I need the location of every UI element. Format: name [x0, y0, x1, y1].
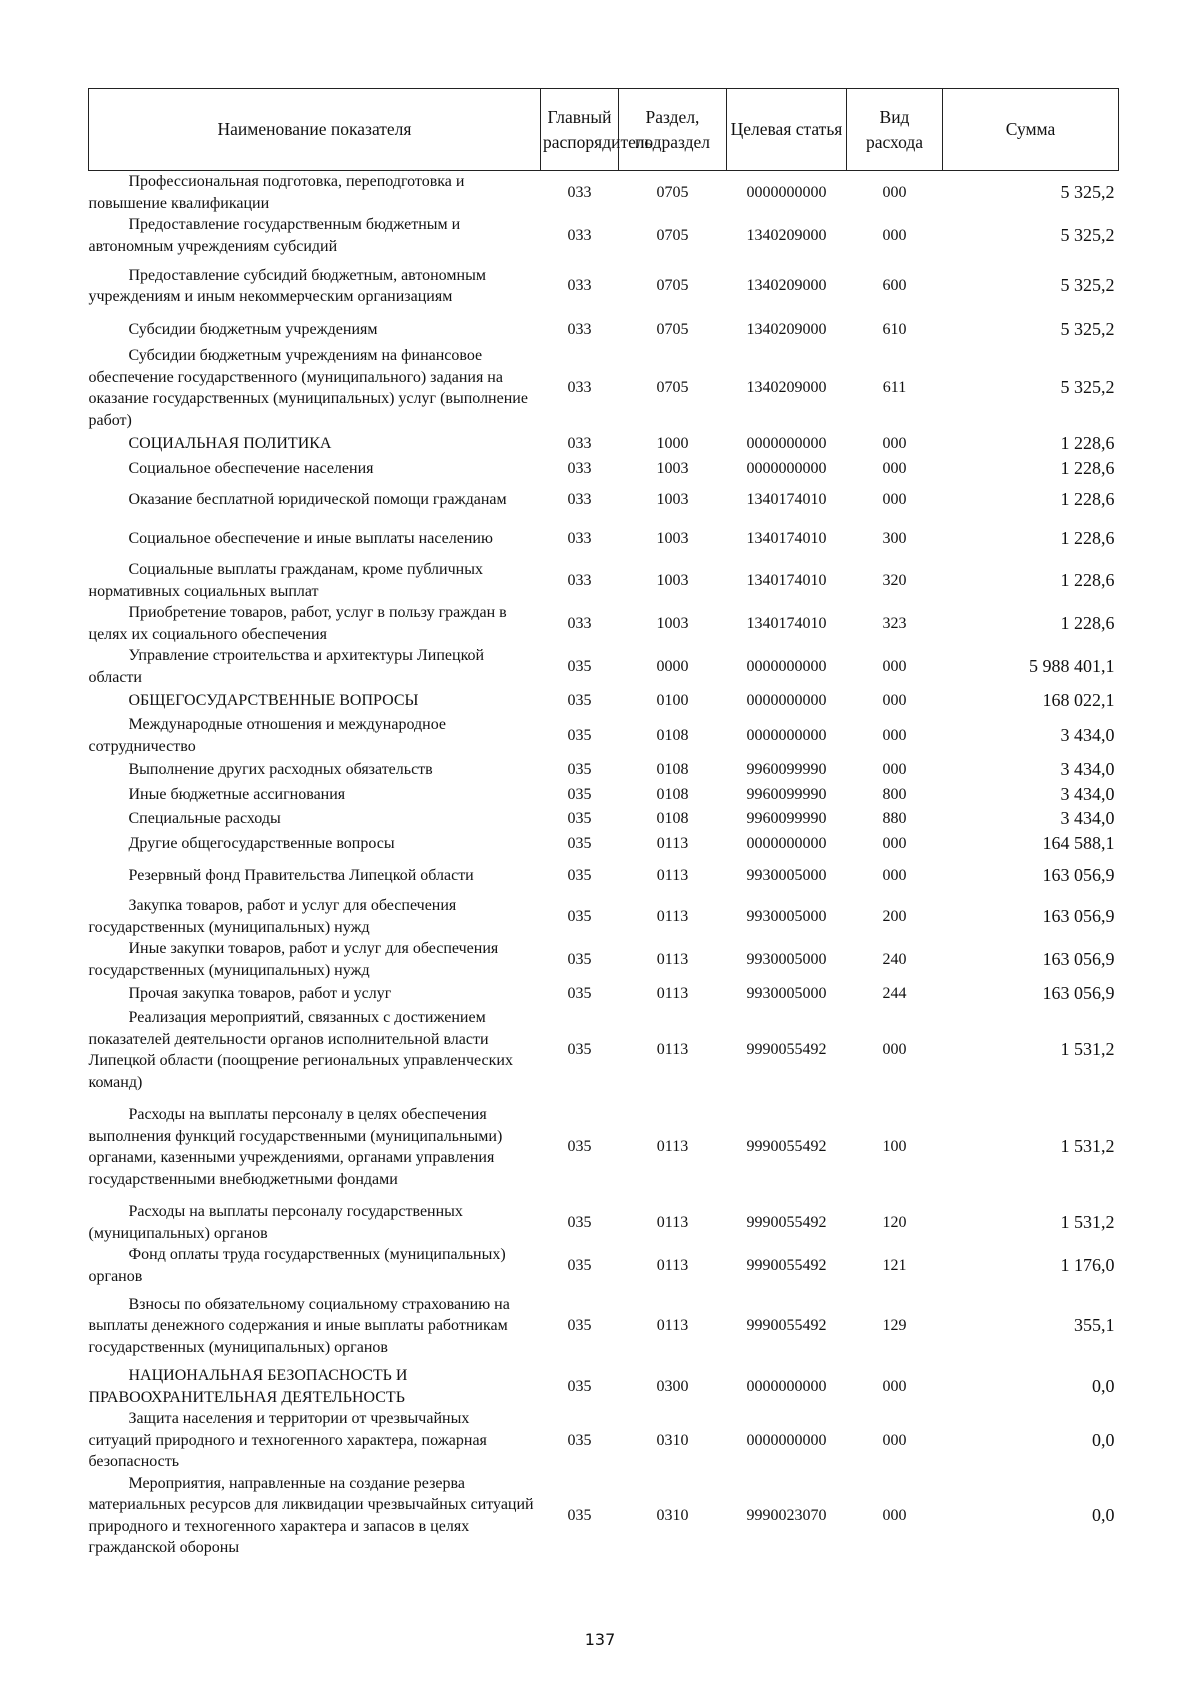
cell-name: Реализация мероприятий, связанных с достижением показателей деятельности органов исполнительной власти Липецкой области (поощрение региональных управленческих команд): [88, 1009, 513, 1091]
budget-table: [88, 88, 1119, 1559]
cell-name: Социальное обеспечение населения: [128, 460, 374, 478]
cell-cs: 9960099990: [746, 810, 827, 828]
cell-sum: 1 176,0: [1060, 1254, 1115, 1275]
cell-sum: 164 588,1: [1042, 833, 1115, 854]
cell-name: Предоставление субсидий бюджетным, автономным учреждениям и иным некоммерческим организациям: [88, 266, 486, 305]
cell-gr: 033: [567, 491, 592, 509]
page-number: 137: [584, 1630, 616, 1649]
cell-sum: 1 531,2: [1060, 1136, 1115, 1157]
header-gr: Главный распорядитель: [541, 89, 619, 171]
cell-rz: 0310: [656, 1506, 689, 1524]
cell-vr: 300: [882, 530, 907, 548]
table-row: [89, 938, 1119, 981]
cell-sum: 5 325,2: [1060, 224, 1115, 245]
cell-rz: 0108: [656, 786, 689, 804]
table-row: [89, 457, 1119, 481]
cell-rz: 1000: [656, 435, 689, 453]
cell-gr: 035: [567, 867, 592, 885]
cell-rz: 0113: [656, 1041, 689, 1059]
cell-name: Профессиональная подготовка, переподготовка и повышение квалификации: [88, 173, 465, 212]
table-row: [89, 1093, 1119, 1201]
cell-rz: 0113: [656, 985, 689, 1003]
cell-vr: 000: [882, 435, 907, 453]
table-row: [89, 831, 1119, 857]
cell-rz: 0705: [656, 183, 689, 201]
cell-sum: 0,0: [1092, 1375, 1115, 1396]
cell-sum: 1 531,2: [1060, 1039, 1115, 1060]
cell-vr: 600: [882, 277, 907, 295]
table-row: [89, 1408, 1119, 1473]
cell-vr: 000: [882, 867, 907, 885]
table-row: [89, 431, 1119, 457]
cell-cs: 9990055492: [746, 1317, 827, 1335]
cell-name: Оказание бесплатной юридической помощи гражданам: [128, 491, 507, 509]
table-row: [89, 559, 1119, 602]
cell-sum: 1 228,6: [1060, 528, 1115, 549]
cell-vr: 000: [882, 460, 907, 478]
cell-cs: 0000000000: [746, 435, 827, 453]
cell-name: ОБЩЕГОСУДАРСТВЕННЫЕ ВОПРОСЫ: [128, 692, 419, 710]
cell-gr: 035: [567, 985, 592, 1003]
cell-cs: 0000000000: [746, 692, 827, 710]
cell-gr: 033: [567, 379, 592, 397]
header-rz: Раздел, подраздел: [619, 89, 727, 171]
cell-vr: 000: [882, 726, 907, 744]
cell-rz: 0113: [656, 1256, 689, 1274]
cell-vr: 880: [882, 810, 907, 828]
cell-vr: 000: [882, 692, 907, 710]
table-row: [89, 519, 1119, 559]
cell-cs: 0000000000: [746, 657, 827, 675]
cell-rz: 1003: [656, 614, 689, 632]
cell-sum: 1 228,6: [1060, 489, 1115, 510]
cell-name: Мероприятия, направленные на создание резерва материальных ресурсов для ликвидации чрезвычайных ситуаций природного и техногенного характера и запасов в целях гражданской обороны: [88, 1474, 534, 1556]
cell-name: Расходы на выплаты персоналу государственных (муниципальных) органов: [88, 1203, 463, 1242]
cell-vr: 129: [882, 1317, 907, 1335]
cell-cs: 1340174010: [746, 614, 827, 632]
cell-rz: 0113: [656, 1213, 689, 1231]
cell-vr: 000: [882, 491, 907, 509]
table-row: [89, 1007, 1119, 1093]
cell-rz: 0310: [656, 1431, 689, 1449]
table-row: [89, 481, 1119, 519]
table-row: [89, 1201, 1119, 1244]
cell-sum: 3 434,0: [1060, 724, 1115, 745]
cell-cs: 1340209000: [746, 321, 827, 339]
cell-cs: 9990023070: [746, 1506, 827, 1524]
cell-name: Иные закупки товаров, работ и услуг для обеспечения государственных (муниципальных) нужд: [88, 940, 499, 979]
cell-rz: 1003: [656, 460, 689, 478]
cell-rz: 0000: [656, 657, 689, 675]
cell-gr: 035: [567, 810, 592, 828]
cell-rz: 0108: [656, 810, 689, 828]
cell-gr: 033: [567, 435, 592, 453]
cell-sum: 1 228,6: [1060, 433, 1115, 454]
cell-cs: 1340174010: [746, 571, 827, 589]
cell-sum: 1 228,6: [1060, 569, 1115, 590]
cell-vr: 000: [882, 1506, 907, 1524]
cell-name: Другие общегосударственные вопросы: [128, 835, 395, 853]
table-header: [89, 89, 1119, 171]
table-row: [89, 688, 1119, 714]
cell-name: Выполнение других расходных обязательств: [128, 761, 433, 779]
table-row: [89, 171, 1119, 215]
cell-gr: 033: [567, 226, 592, 244]
table-row: [89, 981, 1119, 1007]
cell-sum: 168 022,1: [1042, 690, 1115, 711]
cell-name: СОЦИАЛЬНАЯ ПОЛИТИКА: [128, 435, 332, 453]
header-cs: Целевая статья: [727, 89, 847, 171]
table-row: [89, 807, 1119, 831]
cell-cs: 9960099990: [746, 786, 827, 804]
cell-sum: 0,0: [1092, 1504, 1115, 1525]
header-sum: Сумма: [943, 89, 1119, 171]
header-name: Наименование показателя: [89, 89, 541, 171]
table-row: [89, 645, 1119, 688]
cell-gr: 033: [567, 277, 592, 295]
cell-sum: 163 056,9: [1042, 948, 1115, 969]
cell-vr: 610: [882, 321, 907, 339]
cell-cs: 1340209000: [746, 379, 827, 397]
cell-sum: 3 434,0: [1060, 784, 1115, 805]
cell-name: Социальные выплаты гражданам, кроме публичных нормативных социальных выплат: [88, 561, 483, 600]
cell-cs: 1340174010: [746, 491, 827, 509]
cell-name: Фонд оплаты труда государственных (муниципальных) органов: [88, 1246, 506, 1285]
cell-rz: 0108: [656, 761, 689, 779]
cell-name: Закупка товаров, работ и услуг для обеспечения государственных (муниципальных) нужд: [88, 897, 457, 936]
cell-vr: 121: [882, 1256, 907, 1274]
cell-cs: 0000000000: [746, 183, 827, 201]
table-row: [89, 1244, 1119, 1287]
table-row: [89, 895, 1119, 938]
table-row: [89, 714, 1119, 757]
cell-rz: 1003: [656, 530, 689, 548]
cell-rz: 0108: [656, 726, 689, 744]
cell-cs: 9930005000: [746, 950, 827, 968]
cell-vr: 320: [882, 571, 907, 589]
cell-vr: 000: [882, 761, 907, 779]
cell-rz: 0300: [656, 1377, 689, 1395]
cell-name: Социальное обеспечение и иные выплаты населению: [128, 530, 493, 548]
cell-name: Приобретение товаров, работ, услуг в пользу граждан в целях их социального обеспечения: [88, 604, 507, 643]
cell-cs: 9990055492: [746, 1256, 827, 1274]
cell-rz: 0705: [656, 277, 689, 295]
cell-name: Специальные расходы: [128, 810, 281, 828]
cell-rz: 0113: [656, 950, 689, 968]
cell-gr: 035: [567, 692, 592, 710]
cell-cs: 9990055492: [746, 1041, 827, 1059]
cell-sum: 355,1: [1074, 1315, 1115, 1336]
cell-vr: 000: [882, 835, 907, 853]
cell-cs: 9930005000: [746, 985, 827, 1003]
cell-vr: 000: [882, 1377, 907, 1395]
cell-gr: 033: [567, 183, 592, 201]
cell-cs: 0000000000: [746, 1377, 827, 1395]
cell-gr: 033: [567, 530, 592, 548]
cell-gr: 035: [567, 1506, 592, 1524]
cell-name: Расходы на выплаты персоналу в целях обеспечения выполнения функций государственными (муниципальными) органами, казенными учреждениями, органами управления государственными внебюджетными фондами: [88, 1106, 503, 1188]
cell-sum: 1 228,6: [1060, 458, 1115, 479]
cell-gr: 035: [567, 1431, 592, 1449]
cell-cs: 0000000000: [746, 835, 827, 853]
cell-vr: 000: [882, 1431, 907, 1449]
cell-name: Управление строительства и архитектуры Липецкой области: [88, 647, 485, 686]
cell-name: Предоставление государственным бюджетным и автономным учреждениям субсидий: [88, 216, 461, 255]
cell-rz: 0113: [656, 1138, 689, 1156]
cell-gr: 033: [567, 460, 592, 478]
cell-cs: 9930005000: [746, 867, 827, 885]
cell-gr: 035: [567, 907, 592, 925]
cell-name: Защита населения и территории от чрезвычайных ситуаций природного и техногенного характера, пожарная безопасность: [88, 1410, 487, 1470]
cell-sum: 5 325,2: [1060, 181, 1115, 202]
cell-gr: 035: [567, 786, 592, 804]
table-row: [89, 214, 1119, 257]
table-row: [89, 1365, 1119, 1408]
cell-cs: 0000000000: [746, 460, 827, 478]
cell-vr: 244: [882, 985, 907, 1003]
cell-vr: 000: [882, 1041, 907, 1059]
table-row: [89, 1473, 1119, 1559]
cell-gr: 033: [567, 571, 592, 589]
cell-vr: 000: [882, 183, 907, 201]
cell-cs: 1340209000: [746, 226, 827, 244]
cell-name: Иные бюджетные ассигнования: [128, 786, 346, 804]
cell-gr: 035: [567, 1377, 592, 1395]
cell-gr: 035: [567, 657, 592, 675]
cell-cs: 9990055492: [746, 1138, 827, 1156]
cell-cs: 9960099990: [746, 761, 827, 779]
cell-gr: 035: [567, 1041, 592, 1059]
cell-gr: 035: [567, 950, 592, 968]
table-row: [89, 257, 1119, 315]
cell-rz: 0100: [656, 692, 689, 710]
cell-vr: 611: [882, 379, 907, 397]
cell-vr: 240: [882, 950, 907, 968]
cell-name: Международные отношения и международное сотрудничество: [88, 716, 447, 755]
cell-name: НАЦИОНАЛЬНАЯ БЕЗОПАСНОСТЬ И ПРАВООХРАНИТЕЛЬНАЯ ДЕЯТЕЛЬНОСТЬ: [88, 1367, 408, 1406]
cell-vr: 100: [882, 1138, 907, 1156]
cell-rz: 0113: [656, 867, 689, 885]
cell-vr: 323: [882, 614, 907, 632]
cell-sum: 1 228,6: [1060, 612, 1115, 633]
cell-sum: 5 988 401,1: [1029, 655, 1115, 676]
cell-gr: 035: [567, 1317, 592, 1335]
cell-name: Взносы по обязательному социальному страхованию на выплаты денежного содержания и иные выплаты работникам государственных (муниципальных) органов: [88, 1295, 510, 1356]
cell-name: Субсидии бюджетным учреждениям: [128, 321, 378, 339]
cell-cs: 9930005000: [746, 907, 827, 925]
cell-rz: 0705: [656, 379, 689, 397]
cell-sum: 0,0: [1092, 1429, 1115, 1450]
cell-sum: 163 056,9: [1042, 865, 1115, 886]
cell-sum: 1 531,2: [1060, 1211, 1115, 1232]
cell-gr: 035: [567, 761, 592, 779]
header-vr: Вид расхода: [847, 89, 943, 171]
cell-name: Резервный фонд Правительства Липецкой области: [128, 867, 474, 885]
cell-rz: 0113: [656, 907, 689, 925]
cell-gr: 035: [567, 726, 592, 744]
cell-gr: 033: [567, 321, 592, 339]
cell-sum: 163 056,9: [1042, 983, 1115, 1004]
table-row: [89, 345, 1119, 431]
cell-rz: 0705: [656, 321, 689, 339]
table-row: [89, 315, 1119, 345]
table-body: [89, 171, 1119, 1559]
cell-rz: 0113: [656, 1317, 689, 1335]
cell-rz: 0113: [656, 835, 689, 853]
table-row: [89, 857, 1119, 895]
cell-cs: 1340209000: [746, 277, 827, 295]
cell-cs: 0000000000: [746, 726, 827, 744]
cell-sum: 3 434,0: [1060, 808, 1115, 829]
cell-gr: 035: [567, 1213, 592, 1231]
cell-rz: 1003: [656, 571, 689, 589]
cell-vr: 200: [882, 907, 907, 925]
cell-vr: 000: [882, 657, 907, 675]
cell-cs: 9990055492: [746, 1213, 827, 1231]
cell-gr: 033: [567, 614, 592, 632]
cell-vr: 000: [882, 226, 907, 244]
cell-sum: 5 325,2: [1060, 319, 1115, 340]
cell-vr: 800: [882, 786, 907, 804]
cell-gr: 035: [567, 1256, 592, 1274]
cell-gr: 035: [567, 835, 592, 853]
table-row: [89, 757, 1119, 783]
table-row: [89, 783, 1119, 807]
cell-rz: 0705: [656, 226, 689, 244]
cell-rz: 1003: [656, 491, 689, 509]
cell-sum: 5 325,2: [1060, 377, 1115, 398]
cell-name: Субсидии бюджетным учреждениям на финансовое обеспечение государственного (муниципального) задания на оказание государственных (муниципальных) услуг (выполнение работ): [88, 347, 528, 429]
cell-sum: 3 434,0: [1060, 759, 1115, 780]
cell-sum: 5 325,2: [1060, 275, 1115, 296]
cell-gr: 035: [567, 1138, 592, 1156]
cell-sum: 163 056,9: [1042, 905, 1115, 926]
cell-vr: 120: [882, 1213, 907, 1231]
table-row: [89, 1287, 1119, 1365]
cell-cs: 0000000000: [746, 1431, 827, 1449]
cell-cs: 1340174010: [746, 530, 827, 548]
cell-name: Прочая закупка товаров, работ и услуг: [128, 985, 392, 1003]
table-row: [89, 602, 1119, 645]
